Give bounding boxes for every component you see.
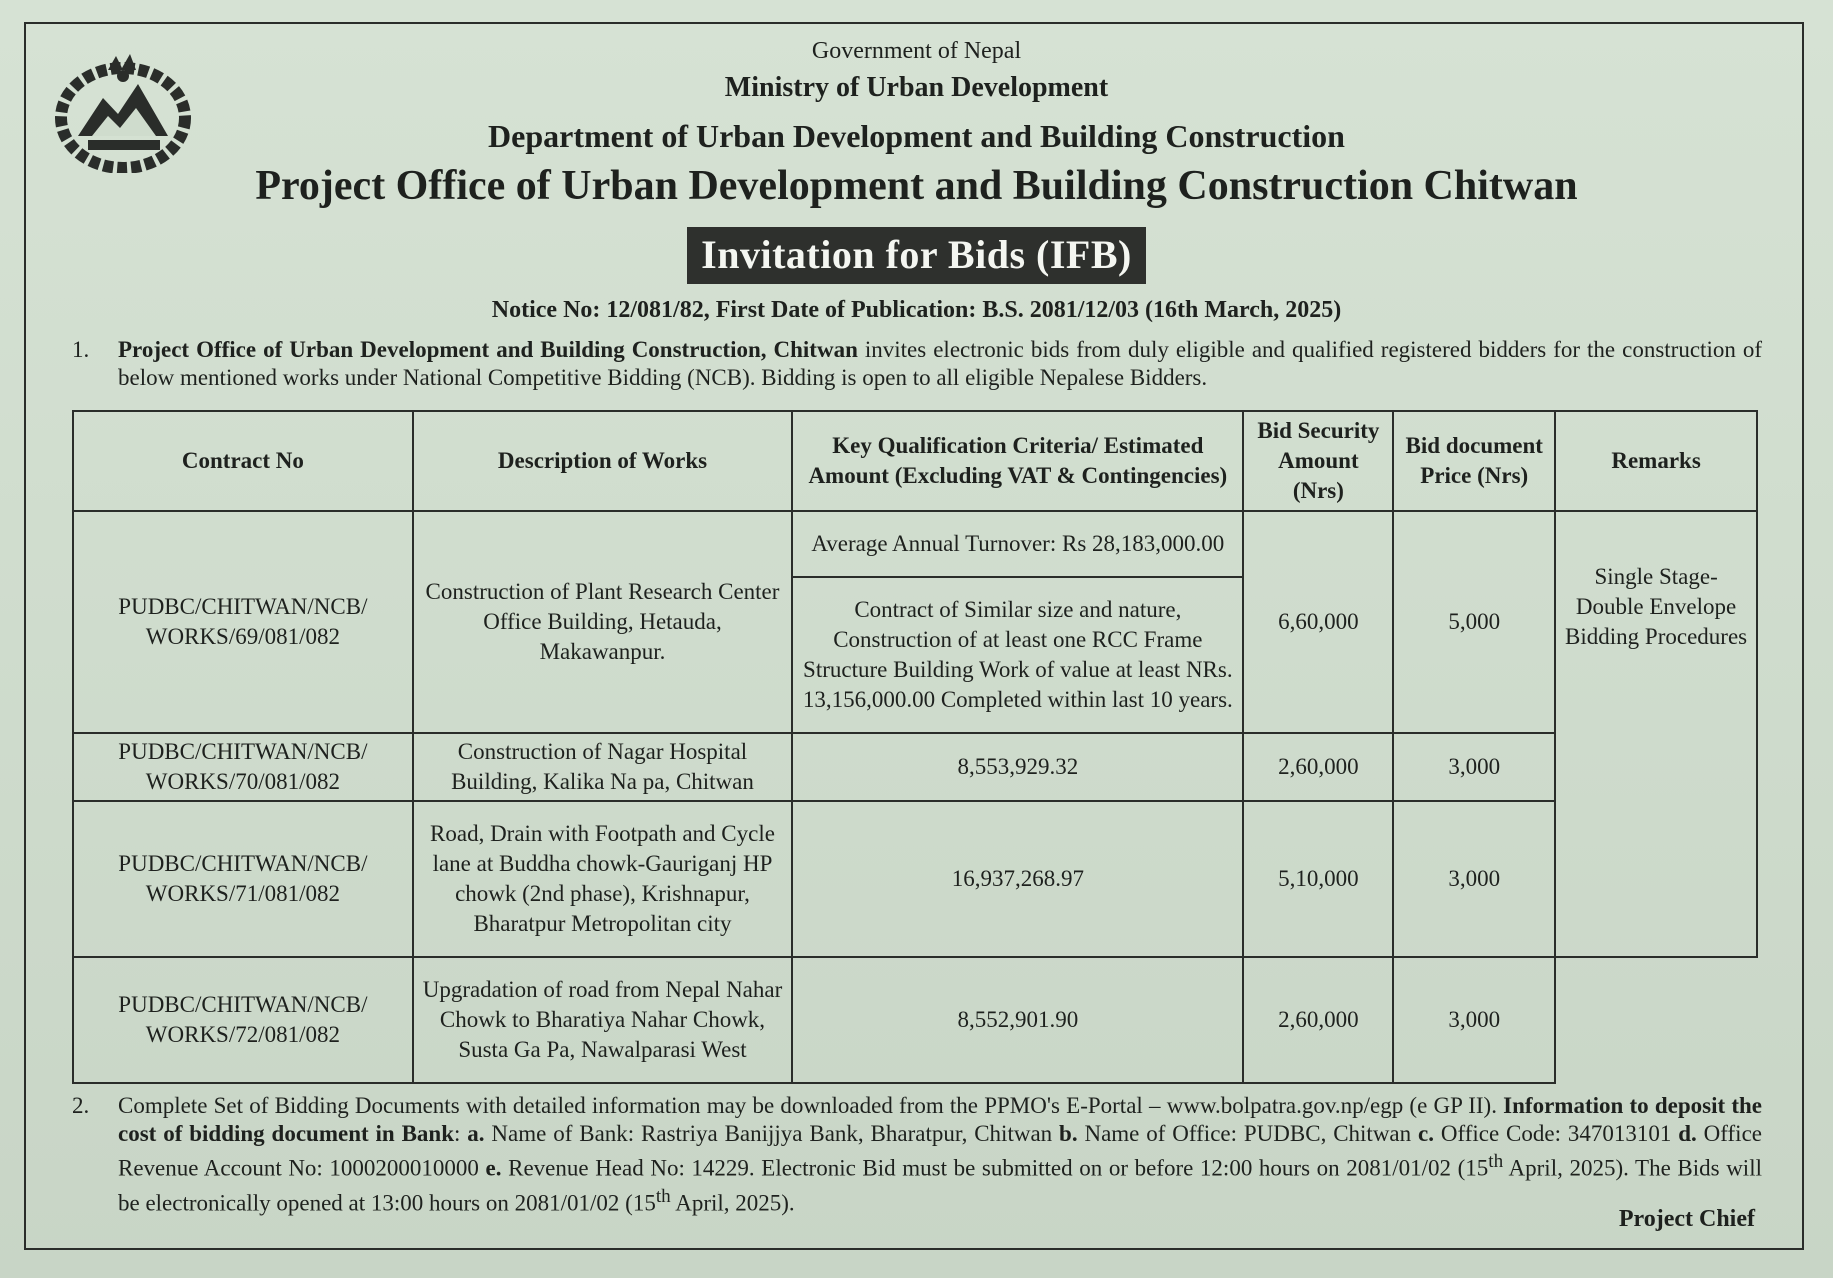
item-marker-e: e. <box>485 1155 502 1181</box>
paragraph-text <box>118 1092 1762 1217</box>
bid-security-cell: 5,10,000 <box>1243 801 1393 957</box>
contract-no-cell: PUDBC/CHITWAN/NCB/ WORKS/70/081/082 <box>73 733 413 801</box>
contract-no-cell: PUDBC/CHITWAN/NCB/ WORKS/72/081/082 <box>73 957 413 1083</box>
paragraph-2 <box>72 1092 1762 1217</box>
text-fragment: Office Revenue Account No: 1000200010000 <box>118 1121 1762 1181</box>
criteria-cell: 8,553,929.32 <box>792 733 1243 801</box>
document-price-cell: 3,000 <box>1393 733 1555 801</box>
bank-info-bold: Information to deposit the cost of bidding document in Bank <box>118 1093 1762 1146</box>
paragraph-number: 1. <box>72 337 90 362</box>
text-fragment: April, 2025). The Bids will be electronically opened at 13:00 hours on 2081/01/02 (15 <box>118 1155 1762 1216</box>
text-fragment: Name of Bank: Rastriya Banijjya Bank, Bharatpur, Chitwan <box>484 1121 1060 1146</box>
header-description: Description of Works <box>413 411 792 511</box>
document-price-cell: 3,000 <box>1393 801 1555 957</box>
criteria-cell: 16,937,268.97 <box>792 801 1243 957</box>
government-title: Government of Nepal <box>811 38 1022 64</box>
bid-security-cell: 2,60,000 <box>1243 733 1393 801</box>
table-row <box>73 733 1757 801</box>
paragraph-body: invites electronic bids from duly eligible and qualified registered bidders for the construction of below mentioned works under National Competitive Bidding (NCB). Bidding is open to all eligible Nepalese Bidders. <box>118 337 1762 390</box>
text-fragment: Office Code: 347013101 <box>1433 1121 1679 1146</box>
description-cell: Road, Drain with Footpath and Cycle lane at Buddha chowk-Gauriganj HP chowk (2nd phase), Krishnapur, Bharatpur Metropolitan city <box>413 801 792 957</box>
text-fragment: : <box>454 1121 468 1146</box>
text-fragment: Name of Office: PUDBC, Chitwan <box>1077 1121 1419 1146</box>
remarks-text: Single Stage-Double Envelope Bidding Procedures <box>1565 564 1748 649</box>
header-bid-security: Bid Security Amount (Nrs) <box>1243 411 1393 511</box>
item-marker-b: b. <box>1059 1121 1078 1146</box>
header-document-price: Bid document Price (Nrs) <box>1393 411 1555 511</box>
contract-no-cell: PUDBC/CHITWAN/NCB/ WORKS/71/081/082 <box>73 801 413 957</box>
table-row <box>73 957 1757 1083</box>
item-marker-c: c. <box>1418 1121 1434 1146</box>
header-contract-no: Contract No <box>73 411 413 511</box>
office-name-bold: Project Office of Urban Development and Building Construction, Chitwan <box>118 337 858 362</box>
text-fragment: April, 2025). <box>670 1190 795 1216</box>
description-cell: Upgradation of road from Nepal Nahar Chowk to Bharatiya Nahar Chowk, Susta Ga Pa, Nawalparasi West <box>413 957 792 1083</box>
notice-line: Notice No: 12/081/82, First Date of Publication: B.S. 2081/12/03 (16th March, 2025) <box>491 297 1342 323</box>
ordinal-suffix: th <box>655 1185 671 1207</box>
criteria-turnover-cell: Average Annual Turnover: Rs 28,183,000.00 <box>792 511 1243 577</box>
table-row <box>73 801 1757 957</box>
paragraph-text <box>118 336 1762 392</box>
description-cell: Construction of Plant Research Center Office Building, Hetauda, Makawanpur. <box>413 511 792 733</box>
department-title: Department of Urban Development and Building Construction <box>488 118 1345 154</box>
item-marker-a: a. <box>467 1121 485 1146</box>
paragraph-1 <box>72 336 1762 392</box>
description-cell: Construction of Nagar Hospital Building, Kalika Na pa, Chitwan <box>413 733 792 801</box>
table-row <box>73 511 1757 577</box>
ifb-banner: Invitation for Bids (IFB) <box>687 227 1146 284</box>
banner-wrap <box>0 227 1833 284</box>
contract-no-cell: PUDBC/CHITWAN/NCB/ WORKS/69/081/082 <box>73 511 413 733</box>
text-fragment: Revenue Head No: 14229. Electronic Bid must be submitted on or before 12:00 hours on 2081/01/02 (15 <box>501 1155 1489 1181</box>
header-remarks: Remarks <box>1555 411 1757 511</box>
bid-security-cell: 6,60,000 <box>1243 511 1393 733</box>
remarks-cell <box>1555 511 1757 957</box>
criteria-cell: 8,552,901.90 <box>792 957 1243 1083</box>
ministry-title: Ministry of Urban Development <box>724 72 1109 103</box>
document-price-cell: 3,000 <box>1393 957 1555 1083</box>
signature: Project Chief <box>1618 1206 1755 1232</box>
document-price-cell: 5,000 <box>1393 511 1555 733</box>
table-header-row <box>73 411 1757 511</box>
bids-table <box>72 410 1758 1084</box>
ordinal-suffix: th <box>1488 1151 1504 1172</box>
text-fragment: Complete Set of Bidding Documents with detailed information may be downloaded from the PPMO's E-Portal – www.bolpatra.gov.np/egp (e GP II). <box>118 1093 1504 1118</box>
bid-security-cell: 2,60,000 <box>1243 957 1393 1083</box>
criteria-experience-cell: Contract of Similar size and nature, Construction of at least one RCC Frame Structure Building Work of value at least NRs. 13,156,000.00 Completed within last 10 years. <box>792 577 1243 733</box>
header-criteria: Key Qualification Criteria/ Estimated Amount (Excluding VAT & Contingencies) <box>792 411 1243 511</box>
office-title: Project Office of Urban Development and Building Construction Chitwan <box>255 163 1578 209</box>
item-marker-d: d. <box>1678 1121 1697 1146</box>
paragraph-number: 2. <box>72 1093 90 1118</box>
